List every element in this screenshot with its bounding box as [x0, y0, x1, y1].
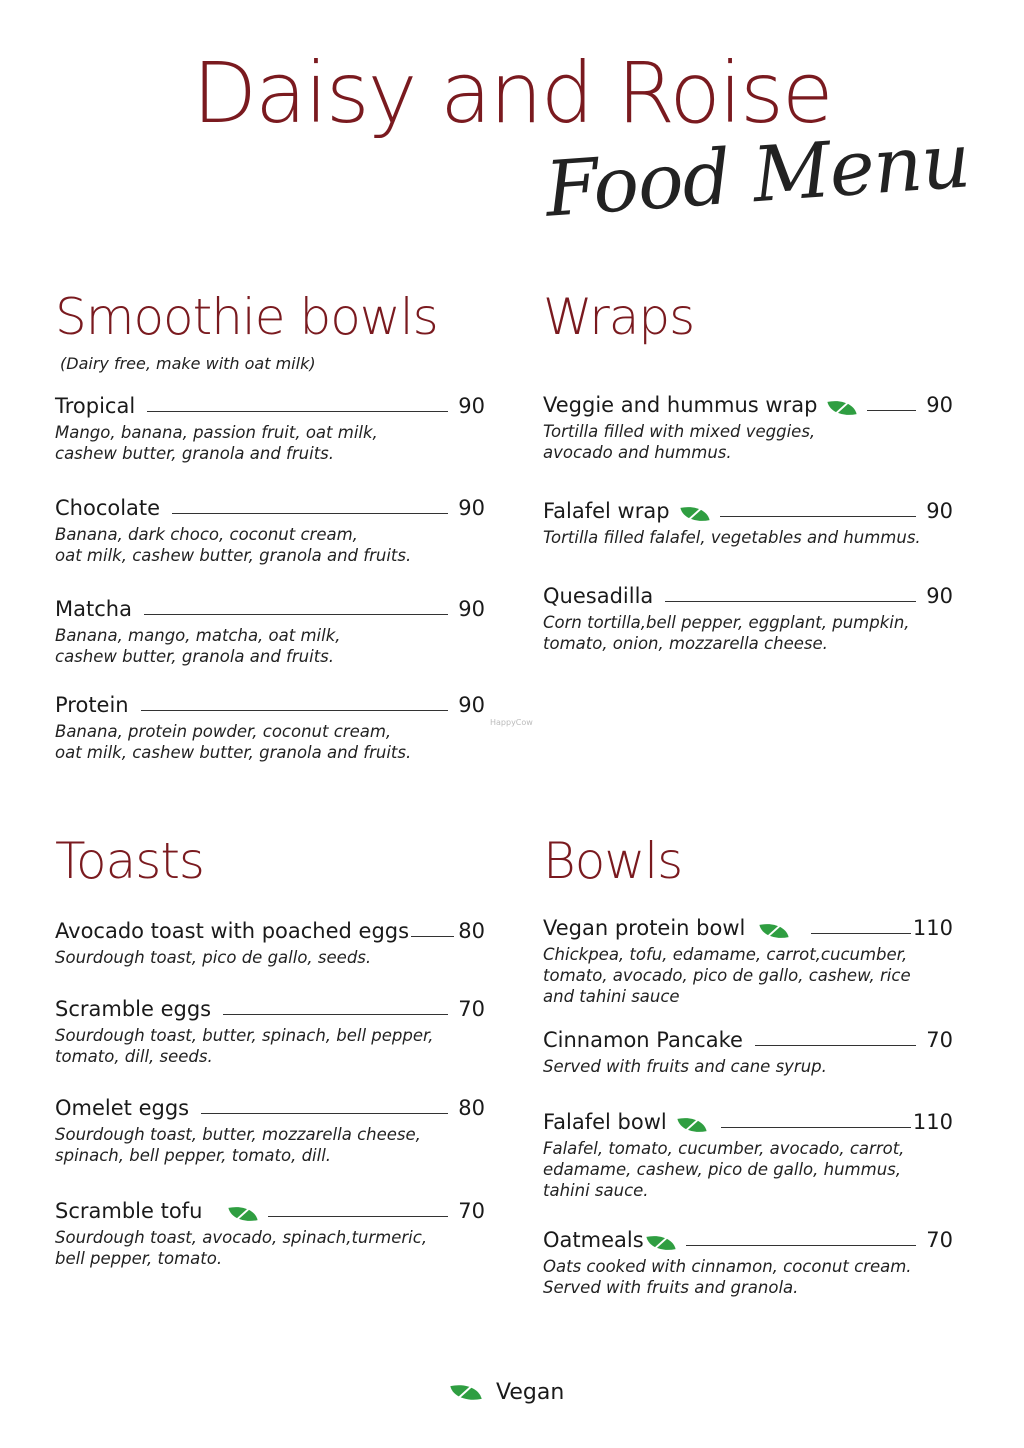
menu-item: [55, 390, 485, 464]
item-name: Falafel wrap: [543, 499, 670, 523]
restaurant-title: Daisy and Roise: [192, 44, 832, 142]
item-price: 90: [458, 394, 485, 418]
leader-line: [811, 933, 911, 934]
menu-item: [543, 389, 953, 463]
menu-item: [543, 1106, 953, 1201]
item-name: Quesadilla: [543, 584, 654, 608]
item-name: Oatmeals: [543, 1228, 644, 1252]
vegan-leaf-icon: [646, 1231, 675, 1254]
leader-line: [686, 1245, 917, 1246]
item-description: Banana, mango, matcha, oat milk, cashew butter, granola and fruits.: [55, 626, 341, 666]
menu-item: [55, 492, 485, 566]
section-title: Smoothie bowls: [55, 288, 438, 346]
item-description: Corn tortilla,bell pepper, eggplant, pumpkin, tomato, onion, mozzarella cheese.: [543, 613, 910, 653]
vegan-leaf-icon: [760, 919, 789, 942]
item-name: Avocado toast with poached eggs: [55, 919, 410, 943]
item-price: 90: [926, 499, 953, 523]
menu-item: [543, 1224, 953, 1298]
leader-line: [665, 601, 916, 602]
leader-line: [141, 710, 449, 711]
menu-item: [543, 580, 953, 654]
menu-item: [55, 1195, 485, 1269]
item-price: 110: [912, 1110, 953, 1134]
leaf-icon: [450, 1380, 481, 1404]
leader-line: [720, 516, 917, 517]
menu-subtitle: Food Menu: [542, 115, 973, 234]
menu-item: [543, 495, 953, 548]
leader-line: [223, 1014, 448, 1015]
section-smoothie-bowls: [55, 288, 485, 762]
menu-item: [55, 993, 485, 1067]
menu-item: [55, 1092, 485, 1166]
vegan-leaf-icon: [828, 396, 857, 419]
item-name: Tropical: [55, 394, 136, 418]
item-name: Protein: [55, 693, 129, 717]
item-price: 90: [458, 693, 485, 717]
vegan-leaf-icon: [229, 1202, 258, 1225]
item-description: Sourdough toast, pico de gallo, seeds.: [55, 948, 372, 967]
legend-label: Vegan: [496, 1380, 565, 1405]
section-wraps: [543, 288, 953, 653]
item-name: Scramble tofu: [55, 1199, 203, 1223]
section-note: (Dairy free, make with oat milk): [60, 354, 316, 373]
item-description: Falafel, tomato, cucumber, avocado, carrot, edamame, cashew, pico de gallo, hummus, tahini sauce.: [543, 1139, 905, 1200]
item-price: 70: [458, 1199, 485, 1223]
section-toasts: [55, 832, 485, 1268]
section-title: Wraps: [543, 288, 695, 346]
item-price: 70: [926, 1028, 953, 1052]
section-title: Toasts: [55, 832, 204, 890]
leader-line: [411, 936, 454, 937]
leader-line: [172, 513, 448, 514]
item-name: Cinnamon Pancake: [543, 1028, 743, 1052]
vegan-leaf-icon: [677, 1113, 706, 1136]
vegan-leaf-icon: [680, 502, 709, 525]
leader-line: [144, 614, 448, 615]
menu-item: [55, 689, 485, 763]
leader-line: [201, 1113, 448, 1114]
item-price: 70: [458, 997, 485, 1021]
item-description: Banana, dark choco, coconut cream, oat milk, cashew butter, granola and fruits.: [55, 525, 412, 565]
menu-item: [543, 1024, 953, 1077]
item-price: 80: [458, 919, 485, 943]
item-description: Tortilla filled with mixed veggies, avocado and hummus.: [543, 422, 816, 462]
menu-item: [543, 912, 953, 1007]
item-description: Banana, protein powder, coconut cream, oat milk, cashew butter, granola and fruits.: [55, 722, 412, 762]
section-bowls: [543, 832, 953, 1297]
leader-line: [755, 1045, 916, 1046]
item-price: 110: [912, 916, 953, 940]
item-description: Sourdough toast, butter, spinach, bell pepper, tomato, dill, seeds.: [55, 1026, 434, 1066]
menu-item: [55, 915, 485, 968]
section-title: Bowls: [543, 832, 683, 890]
leader-line: [147, 411, 448, 412]
item-description: Oats cooked with cinnamon, coconut cream. Served with fruits and granola.: [543, 1257, 912, 1297]
item-name: Scramble eggs: [55, 997, 212, 1021]
item-name: Omelet eggs: [55, 1096, 190, 1120]
leader-line: [867, 410, 916, 411]
menu-item: [55, 593, 485, 667]
item-price: 80: [458, 1096, 485, 1120]
item-price: 70: [926, 1228, 953, 1252]
item-description: Sourdough toast, avocado, spinach,turmeric, bell pepper, tomato.: [55, 1228, 428, 1268]
item-description: Served with fruits and cane syrup.: [543, 1057, 827, 1076]
item-name: Matcha: [55, 597, 132, 621]
item-price: 90: [458, 597, 485, 621]
leader-line: [721, 1127, 911, 1128]
vegan-legend: [452, 1380, 564, 1405]
item-name: Falafel bowl: [543, 1110, 667, 1134]
item-price: 90: [926, 393, 953, 417]
item-description: Tortilla filled falafel, vegetables and hummus.: [543, 528, 921, 547]
item-description: Chickpea, tofu, edamame, carrot,cucumber, tomato, avocado, pico de gallo, cashew, rice and tahini sauce: [543, 945, 911, 1006]
item-description: Sourdough toast, butter, mozzarella cheese, spinach, bell pepper, tomato, dill.: [55, 1125, 421, 1165]
item-name: Veggie and hummus wrap: [543, 393, 818, 417]
leader-line: [268, 1216, 448, 1217]
item-price: 90: [926, 584, 953, 608]
item-name: Vegan protein bowl: [543, 916, 746, 940]
item-name: Chocolate: [55, 496, 161, 520]
item-price: 90: [458, 496, 485, 520]
happycow-watermark: HappyCow: [490, 718, 533, 727]
item-description: Mango, banana, passion fruit, oat milk, cashew butter, granola and fruits.: [55, 423, 378, 463]
